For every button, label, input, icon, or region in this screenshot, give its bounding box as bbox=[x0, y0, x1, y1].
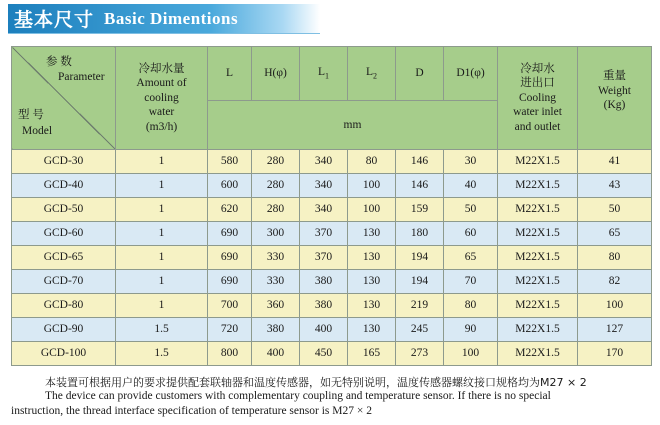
cell-d1: 80 bbox=[444, 294, 498, 318]
cell-l1: 380 bbox=[300, 294, 348, 318]
weight-header-en-1: Weight bbox=[598, 84, 631, 97]
cell-weight: 43 bbox=[578, 174, 652, 198]
water-header-en-4: (m3/h) bbox=[145, 120, 178, 133]
table-row bbox=[12, 342, 652, 366]
cell-weight: 50 bbox=[578, 198, 652, 222]
cell-d: 159 bbox=[396, 198, 444, 222]
spec-table bbox=[11, 46, 652, 366]
cell-l: 700 bbox=[208, 294, 252, 318]
footnote-en-line2: instruction, the thread interface specification of temperature sensor is M27 × 2 bbox=[11, 405, 372, 417]
cell-d: 180 bbox=[396, 222, 444, 246]
cell-h: 400 bbox=[252, 342, 300, 366]
table-row bbox=[12, 294, 652, 318]
cell-d: 245 bbox=[396, 318, 444, 342]
table-row bbox=[12, 318, 652, 342]
cell-d: 146 bbox=[396, 150, 444, 174]
cell-l1: 450 bbox=[300, 342, 348, 366]
cell-d1: 60 bbox=[444, 222, 498, 246]
cell-l2: 100 bbox=[348, 198, 396, 222]
col-header-L1-sub: 1 bbox=[325, 71, 330, 81]
table-row bbox=[12, 270, 652, 294]
cell-port: M22X1.5 bbox=[498, 318, 578, 342]
cell-l1: 370 bbox=[300, 222, 348, 246]
model-label-en: Model bbox=[22, 125, 53, 137]
banner-title-en: Basic Dimentions bbox=[104, 8, 239, 28]
cell-port: M22X1.5 bbox=[498, 246, 578, 270]
water-header-en-2: cooling bbox=[144, 91, 179, 104]
cell-l: 620 bbox=[208, 198, 252, 222]
cell-l1: 400 bbox=[300, 318, 348, 342]
cell-l2: 130 bbox=[348, 318, 396, 342]
cell-l2: 130 bbox=[348, 294, 396, 318]
cell-h: 300 bbox=[252, 222, 300, 246]
cell-weight: 80 bbox=[578, 246, 652, 270]
col-header-L2-text: L bbox=[365, 66, 374, 79]
cell-h: 280 bbox=[252, 174, 300, 198]
col-header-L1 bbox=[300, 47, 348, 101]
inlet-header-cn-2: 进出口 bbox=[520, 77, 555, 90]
cell-l1: 340 bbox=[300, 174, 348, 198]
weight-header-cn: 重量 bbox=[603, 70, 626, 83]
cell-water: 1 bbox=[116, 270, 208, 294]
col-header-L: L bbox=[208, 47, 252, 101]
weight-header-cell bbox=[578, 47, 652, 150]
water-header-cn: 冷却水量 bbox=[138, 63, 185, 76]
cell-h: 380 bbox=[252, 318, 300, 342]
cell-l2: 130 bbox=[348, 270, 396, 294]
cell-model: GCD-60 bbox=[12, 222, 116, 246]
table-row bbox=[12, 150, 652, 174]
cell-weight: 100 bbox=[578, 294, 652, 318]
cell-l2: 130 bbox=[348, 246, 396, 270]
table-row bbox=[12, 246, 652, 270]
footnote-en-line1: The device can provide customers with complementary coupling and temperature sensor. If there is no special bbox=[45, 390, 551, 402]
cell-model: GCD-30 bbox=[12, 150, 116, 174]
cell-d: 194 bbox=[396, 246, 444, 270]
cell-l2: 165 bbox=[348, 342, 396, 366]
table-row bbox=[12, 198, 652, 222]
cell-d1: 90 bbox=[444, 318, 498, 342]
col-header-H: H(φ) bbox=[252, 47, 300, 101]
cell-model: GCD-65 bbox=[12, 246, 116, 270]
cell-l2: 80 bbox=[348, 150, 396, 174]
cell-model: GCD-90 bbox=[12, 318, 116, 342]
weight-header-en-2: (Kg) bbox=[603, 99, 626, 112]
inlet-header-en-3: and outlet bbox=[514, 120, 561, 133]
cell-h: 280 bbox=[252, 150, 300, 174]
col-header-L2-sub: 2 bbox=[373, 71, 378, 81]
col-header-D1: D1(φ) bbox=[444, 47, 498, 101]
cell-l2: 100 bbox=[348, 174, 396, 198]
water-header-en-1: Amount of bbox=[136, 77, 187, 90]
cell-d1: 65 bbox=[444, 246, 498, 270]
cell-water: 1 bbox=[116, 294, 208, 318]
cell-water: 1 bbox=[116, 198, 208, 222]
col-header-L2 bbox=[348, 47, 396, 101]
inlet-header-en-2: water inlet bbox=[513, 106, 562, 119]
cell-weight: 41 bbox=[578, 150, 652, 174]
footnote-cn: 本装置可根据用户的要求提供配套联轴器和温度传感器，如无特别说明，温度传感器螺纹接口规格均为M27 × 2 bbox=[45, 376, 587, 389]
header-row bbox=[12, 47, 652, 101]
cell-h: 330 bbox=[252, 270, 300, 294]
cell-water: 1.5 bbox=[116, 318, 208, 342]
cell-h: 280 bbox=[252, 198, 300, 222]
cell-port: M22X1.5 bbox=[498, 270, 578, 294]
col-header-L1-text: L bbox=[317, 66, 326, 79]
cell-l1: 380 bbox=[300, 270, 348, 294]
cell-d1: 50 bbox=[444, 198, 498, 222]
cell-d1: 70 bbox=[444, 270, 498, 294]
cell-l1: 340 bbox=[300, 198, 348, 222]
cell-weight: 65 bbox=[578, 222, 652, 246]
cell-l: 600 bbox=[208, 174, 252, 198]
cell-weight: 170 bbox=[578, 342, 652, 366]
water-header-cell bbox=[116, 47, 208, 150]
inlet-header-en-1: Cooling bbox=[518, 91, 557, 104]
water-header-en-3: water bbox=[148, 106, 175, 119]
cell-port: M22X1.5 bbox=[498, 198, 578, 222]
cell-d1: 100 bbox=[444, 342, 498, 366]
cell-h: 330 bbox=[252, 246, 300, 270]
table-row bbox=[12, 174, 652, 198]
cell-d: 219 bbox=[396, 294, 444, 318]
cell-model: GCD-70 bbox=[12, 270, 116, 294]
cell-water: 1 bbox=[116, 222, 208, 246]
cell-weight: 127 bbox=[578, 318, 652, 342]
cell-port: M22X1.5 bbox=[498, 342, 578, 366]
cell-port: M22X1.5 bbox=[498, 222, 578, 246]
inlet-header-cell bbox=[498, 47, 578, 150]
cell-port: M22X1.5 bbox=[498, 294, 578, 318]
inlet-header-cn-1: 冷却水 bbox=[520, 63, 555, 76]
cell-l: 800 bbox=[208, 342, 252, 366]
cell-l: 690 bbox=[208, 246, 252, 270]
unit-mm-cell: mm bbox=[208, 101, 498, 150]
cell-port: M22X1.5 bbox=[498, 174, 578, 198]
cell-weight: 82 bbox=[578, 270, 652, 294]
table-body bbox=[12, 150, 652, 366]
banner-title-cn: 基本尺寸 bbox=[14, 9, 95, 31]
cell-water: 1 bbox=[116, 246, 208, 270]
model-label-cn: 型 号 bbox=[18, 109, 44, 121]
cell-d1: 30 bbox=[444, 150, 498, 174]
table-row bbox=[12, 222, 652, 246]
section-banner bbox=[8, 4, 320, 34]
cell-port: M22X1.5 bbox=[498, 150, 578, 174]
cell-model: GCD-40 bbox=[12, 174, 116, 198]
cell-h: 360 bbox=[252, 294, 300, 318]
cell-d1: 40 bbox=[444, 174, 498, 198]
cell-water: 1 bbox=[116, 150, 208, 174]
cell-d: 194 bbox=[396, 270, 444, 294]
cell-model: GCD-50 bbox=[12, 198, 116, 222]
cell-model: GCD-80 bbox=[12, 294, 116, 318]
cell-l: 690 bbox=[208, 222, 252, 246]
cell-l: 720 bbox=[208, 318, 252, 342]
cell-water: 1 bbox=[116, 174, 208, 198]
cell-d: 273 bbox=[396, 342, 444, 366]
cell-l1: 340 bbox=[300, 150, 348, 174]
param-label-en: Parameter bbox=[58, 71, 105, 83]
cell-d: 146 bbox=[396, 174, 444, 198]
cell-l1: 370 bbox=[300, 246, 348, 270]
param-model-corner-cell bbox=[12, 47, 116, 150]
col-header-D: D bbox=[396, 47, 444, 101]
cell-l2: 130 bbox=[348, 222, 396, 246]
cell-model: GCD-100 bbox=[12, 342, 116, 366]
cell-water: 1.5 bbox=[116, 342, 208, 366]
cell-l: 580 bbox=[208, 150, 252, 174]
param-label-cn: 参 数 bbox=[46, 56, 72, 68]
cell-l: 690 bbox=[208, 270, 252, 294]
